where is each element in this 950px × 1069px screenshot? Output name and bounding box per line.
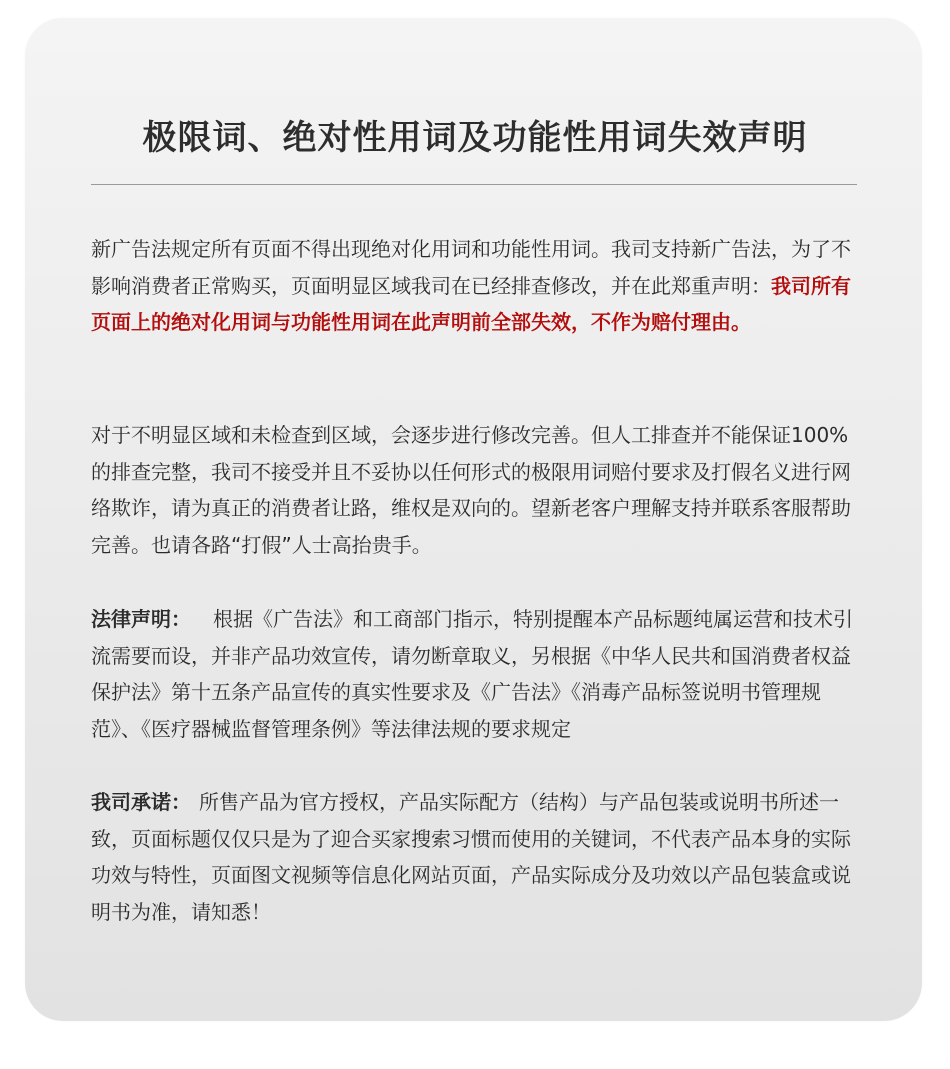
page-title: 极限词、绝对性用词及功能性用词失效声明 [142,118,808,158]
title-divider [91,184,857,185]
promise-label: 我司承诺： [91,790,191,814]
statement-highlight: 我司所有页面上的绝对化用词与功能性用词在此声明前全部失效，不作为赔付理由。 [91,273,851,334]
statement-text: 新广告法规定所有页面不得出现绝对化用词和功能性用词。我司支持新广告法，为了不影响消费者正常购买，页面明显区域我司在已经排查修改，并在此郑重声明： [91,237,851,298]
promise-paragraph [91,784,861,930]
promise-text: 所售产品为官方授权，产品实际配方（结构）与产品包装或说明书所述一致，页面标题仅仅只是为了迎合买家搜索习惯而使用的关键词，不代表产品本身的实际功效与特性，页面图文视频等信息化网站页面，产品实际成分及功效以产品包装盒或说明书为准，请知悉！ [91,790,851,924]
legal-paragraph [91,601,861,747]
legal-text: 根据《广告法》和工商部门指示，特别提醒本产品标题纯属运营和技术引流需要而设，并非产品功效宣传，请勿断章取义，另根据《中华人民共和国消费者权益保护法》第十五条产品宣传的真实性要求及《广告法》《消毒产品标签说明书管理规范》、《医疗器械监督管理条例》等法律法规的要求规定 [91,607,853,741]
statement-paragraph [91,231,861,341]
legal-label: 法律声明： [91,607,191,631]
inspection-paragraph: 对于不明显区域和未检查到区域，会逐步进行修改完善。但人工排查并不能保证100%的排查完整，我司不接受并且不妥协以任何形式的极限用词赔付要求及打假名义进行网络欺诈，请为真正的消费者让路，维权是双向的。望新老客户理解支持并联系客服帮助完善。也请各路“打假”人士高抬贵手。 [91,423,851,557]
